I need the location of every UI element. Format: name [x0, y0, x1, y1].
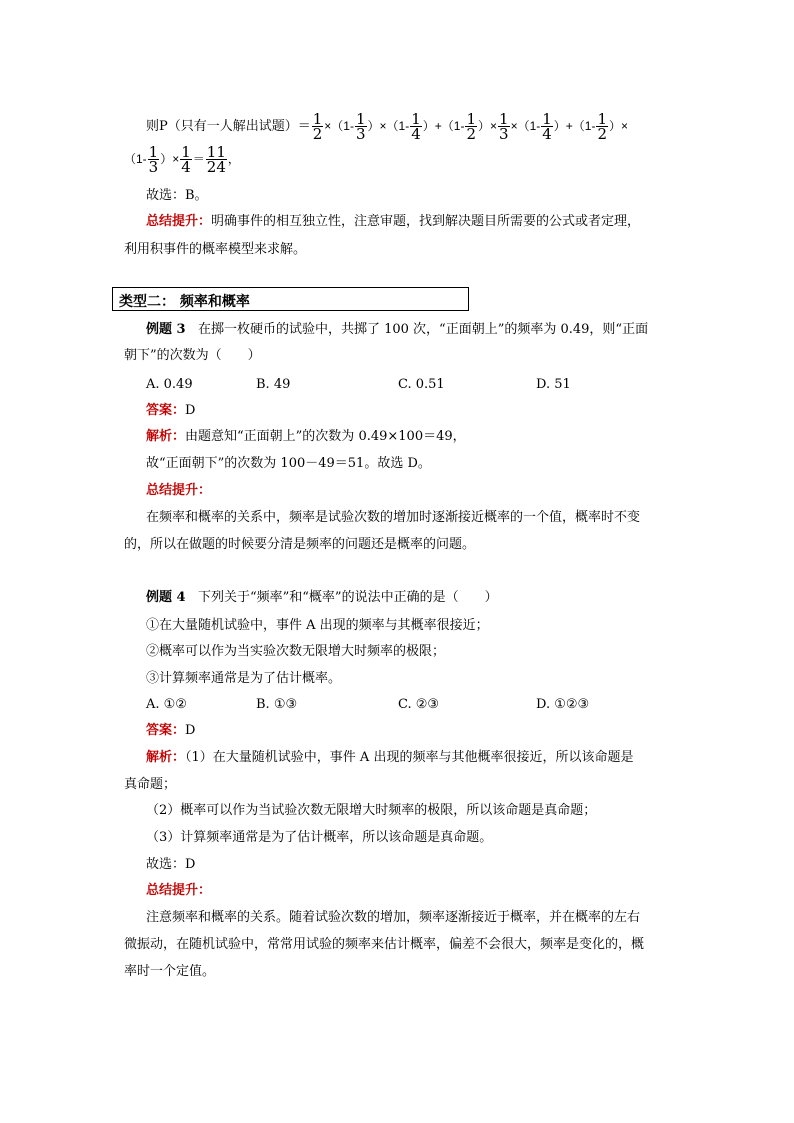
fraction	[312, 112, 324, 141]
example4-question	[146, 589, 498, 607]
example4-summary-line-1: 注意频率和概率的关系。随着试验次数的增加，频率逐渐接近于概率，并在概率的左右	[146, 910, 641, 925]
fraction-denominator: 4	[181, 158, 191, 176]
example4-label: 例题 4	[146, 590, 186, 605]
formula-prefix: 则P（只有一人解出试题）＝	[146, 119, 311, 134]
example3-answer	[146, 402, 195, 420]
example4-statement-3: ③计算频率通常是为了估计概率。	[146, 671, 342, 686]
fraction-denominator: 3	[355, 125, 366, 143]
answer-line-b: 故选：B。	[146, 188, 208, 203]
example4-summary-line-2: 微振动，在随机试验中，常常用试验的频率来估计概率，偏差不会很大，频率是变化的，概	[124, 937, 645, 952]
formula-text: ×（1-	[510, 119, 541, 133]
example3-label: 例题 3	[146, 322, 186, 337]
fraction-denominator: 4	[411, 125, 421, 143]
example4-option-d: D. ①②③	[536, 697, 590, 712]
fraction-numerator: 1	[499, 110, 509, 128]
fraction-denominator: 3	[148, 158, 159, 176]
fraction-numerator: 1	[542, 110, 552, 128]
fraction	[410, 112, 422, 141]
fraction-numerator: 1	[181, 143, 191, 161]
example4-answer-label: 答案：	[146, 723, 186, 738]
fraction-numerator: 1	[411, 110, 421, 128]
example3-option-c: C. 0.51	[398, 377, 445, 392]
section-heading: 类型二： 频率和概率	[119, 294, 250, 310]
example4-analysis-text: （1）在大量随机试验中，事件 A 出现的频率与其他概率很接近，所以该命题是	[185, 750, 634, 765]
formula-text: ）+（1-	[422, 119, 465, 133]
example3-summary-line-2: 的，所以在做题的时候要分清是频率的问题还是概率的问题。	[124, 537, 476, 552]
formula-expression-2	[124, 143, 240, 176]
formula-text: ×（1-	[324, 119, 354, 133]
summary-label: 总结提升：	[146, 214, 212, 229]
fraction-numerator: 1	[355, 110, 366, 128]
example4-answer-value: D	[185, 723, 196, 738]
fraction	[206, 145, 227, 174]
example4-answer-2: 故选：D	[146, 857, 196, 872]
example3-analysis-line-1	[146, 428, 466, 446]
fraction	[180, 145, 192, 174]
formula-text: ）×	[160, 152, 180, 166]
formula-text: ）×	[609, 119, 629, 133]
formula-text: ）×	[478, 119, 498, 133]
fraction	[465, 112, 477, 141]
formula-line-1	[146, 108, 628, 145]
example3-question: 在掷一枚硬币的试验中，共掷了 100 次，“正面朝上”的频率为 0.49，则“正面	[197, 322, 649, 337]
example4-statement-2: ②概率可以作为当实验次数无限增大时频率的极限；	[146, 644, 446, 659]
example4-analysis-line-2: （2）概率可以作为当试验次数无限增大时频率的极限，所以该命题是真命题；	[146, 803, 597, 818]
example3-answer-label: 答案：	[146, 403, 186, 418]
summary-line-1	[146, 213, 640, 231]
fraction-denominator: 2	[597, 125, 608, 143]
fraction-numerator: 1	[466, 110, 476, 128]
example3-answer-value: D	[185, 403, 196, 418]
fraction-denominator: 2	[466, 125, 476, 143]
formula-text: ）×（1-	[367, 119, 410, 133]
formula-text: ）+（1-	[553, 119, 596, 133]
fraction	[355, 112, 367, 141]
fraction	[596, 112, 608, 141]
fraction-denominator: 2	[312, 125, 323, 143]
fraction	[498, 112, 510, 141]
example3-option-d: D. 51	[536, 377, 571, 392]
fraction-numerator: 1	[312, 110, 323, 128]
example4-analysis-line-1	[146, 749, 633, 767]
summary-text: 明确事件的相互独立性，注意审题，找到解决题目所需要的公式或者定理，	[211, 214, 641, 229]
example3-analysis-text: 由题意知“正面朝上”的次数为 0.49×100＝49，	[185, 429, 466, 444]
example3-question-line-2: 朝下”的次数为（ ）	[124, 348, 261, 363]
fraction-numerator: 1	[597, 110, 608, 128]
example4-analysis-line-3: （3）计算频率通常是为了估计概率，所以该命题是真命题。	[146, 830, 493, 845]
fraction	[541, 112, 553, 141]
formula-line-2	[124, 141, 240, 178]
fraction-denominator: 24	[206, 158, 226, 176]
example4-summary-label: 总结提升：	[146, 883, 212, 898]
summary-line-2: 利用积事件的概率模型来求解。	[124, 242, 307, 257]
formula-text: （1-	[124, 152, 147, 166]
fraction-denominator: 3	[499, 125, 509, 143]
example3-question-line-1	[146, 321, 648, 339]
formula-expression-1	[311, 110, 629, 143]
example3-option-a: A. 0.49	[146, 377, 193, 392]
fraction	[148, 145, 160, 174]
example4-statement-1: ①在大量随机试验中，事件 A 出现的频率与其概率很接近；	[146, 618, 489, 633]
example4-question-text: 下列关于“频率”和“概率”的说法中正确的是（ ）	[197, 590, 498, 605]
example4-analysis-line-1b: 真命题；	[124, 777, 177, 792]
example4-option-c: C. ②③	[398, 697, 440, 712]
example4-option-b: B. ①③	[256, 697, 298, 712]
example3-summary-line-1: 在频率和概率的关系中，频率是试验次数的增加时逐渐接近概率的一个值，概率时不变	[146, 510, 641, 525]
example3-analysis-line-2: 故“正面朝下”的次数为 100－49＝51。故选 D。	[146, 456, 431, 471]
example4-option-a: A. ①②	[146, 697, 187, 712]
example3-option-b: B. 49	[256, 377, 291, 392]
example3-summary-label: 总结提升：	[146, 483, 212, 498]
fraction-denominator: 4	[542, 125, 552, 143]
example4-analysis-label: 解析：	[146, 750, 186, 765]
example4-answer	[146, 722, 195, 740]
formula-text: ＝	[192, 152, 205, 166]
fraction-numerator: 11	[206, 143, 226, 161]
formula-text: ，	[227, 152, 240, 166]
example4-summary-line-3: 率时一个定值。	[124, 964, 216, 979]
example3-analysis-label: 解析：	[146, 429, 186, 444]
fraction-numerator: 1	[148, 143, 159, 161]
